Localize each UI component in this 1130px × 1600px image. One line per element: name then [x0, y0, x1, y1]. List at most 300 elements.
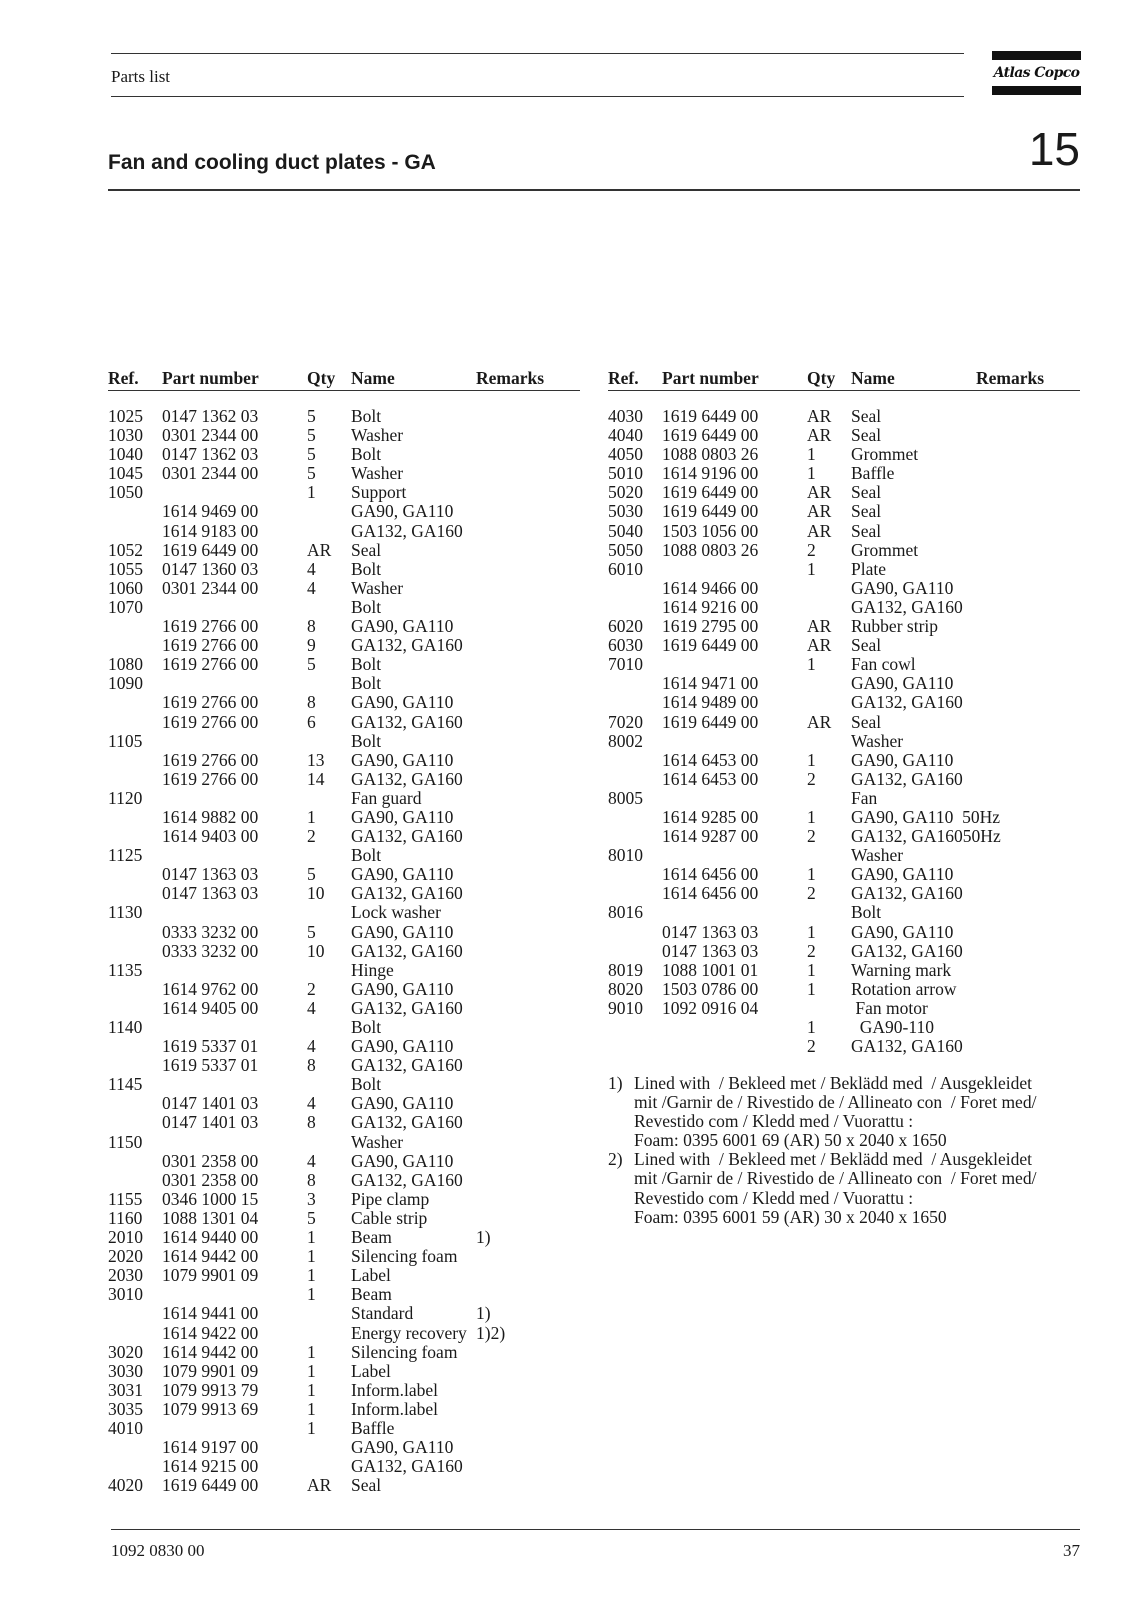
table-row [108, 751, 580, 770]
part-number-cell: 1614 9441 00 [162, 1303, 259, 1324]
name-cell: Fan [851, 787, 878, 808]
name-cell: Bolt [351, 845, 382, 866]
footnote-line: Lined with / Bekleed met / Beklädd med / Ausgekleidet [634, 1149, 1033, 1170]
table-row [608, 751, 1080, 770]
ref-cell: 8020 [608, 978, 643, 999]
col-name-header: Name [351, 368, 395, 388]
name-cell: GA132, GA160 [851, 1036, 963, 1057]
part-number-cell: 0333 3232 00 [162, 921, 259, 942]
table-row [608, 693, 1080, 712]
qty-cell: AR [807, 616, 832, 637]
table-row [108, 1171, 580, 1190]
part-number-cell: 1614 9471 00 [662, 673, 759, 694]
ref-cell: 1105 [108, 730, 143, 751]
footnote-line: Foam: 0395 6001 69 (AR) 50 x 2040 x 1650 [634, 1130, 947, 1151]
name-cell: GA90, GA110 [351, 978, 454, 999]
table-row [108, 1228, 580, 1247]
table-row [608, 464, 1080, 483]
name-cell: Bolt [351, 730, 382, 751]
header-top-rule [111, 53, 964, 54]
qty-cell: 2 [807, 1036, 816, 1057]
name-cell: Washer [351, 425, 404, 446]
part-number-cell: 1619 2766 00 [162, 616, 259, 637]
name-cell: Bolt [351, 444, 382, 465]
name-cell: Bolt [351, 1074, 382, 1095]
name-cell: GA132, GA160 [351, 635, 463, 656]
name-cell: Bolt [851, 902, 882, 923]
qty-cell: 1 [807, 978, 816, 999]
table-row [108, 502, 580, 521]
qty-cell: 1 [307, 1341, 316, 1362]
name-cell: GA90, GA110 [351, 921, 454, 942]
ref-cell: 1125 [108, 845, 143, 866]
ref-cell: 4050 [608, 444, 643, 465]
ref-cell: 6030 [608, 635, 643, 656]
table-row [108, 1075, 580, 1094]
table-row [108, 980, 580, 999]
ref-cell: 1160 [108, 1207, 143, 1228]
table-row [108, 1476, 580, 1495]
ref-cell: 3031 [108, 1379, 143, 1400]
ref-cell: 4010 [108, 1417, 143, 1438]
table-row [108, 865, 580, 884]
part-number-cell: 0147 1362 03 [162, 406, 259, 426]
document-number: 1092 0830 00 [111, 1541, 205, 1560]
footnote [608, 1074, 1084, 1150]
part-number-cell: 1619 6449 00 [662, 425, 759, 446]
ref-cell: 1090 [108, 673, 143, 694]
name-cell: Cable strip [351, 1207, 428, 1228]
qty-cell: 5 [307, 463, 316, 484]
ref-cell: 1130 [108, 902, 143, 923]
qty-cell: 9 [307, 635, 316, 656]
table-row [108, 1056, 580, 1075]
table-row [608, 884, 1080, 903]
name-cell: Fan cowl [851, 654, 916, 675]
name-cell: GA90-110 [851, 1017, 934, 1037]
ref-cell: 3030 [108, 1360, 143, 1381]
col-remarks-header: Remarks [976, 368, 1045, 388]
name-cell: Washer [851, 730, 904, 751]
part-number-cell: 1614 9215 00 [162, 1456, 259, 1477]
name-cell: Seal [851, 406, 882, 426]
part-number-cell: 1079 9913 69 [162, 1398, 259, 1419]
part-number-cell: 1092 0916 04 [662, 997, 759, 1018]
qty-cell: 2 [807, 768, 816, 789]
ref-cell: 4020 [108, 1475, 143, 1496]
part-number-cell: 1619 6449 00 [662, 711, 759, 732]
qty-cell: 8 [307, 692, 316, 713]
qty-cell: 1 [807, 654, 816, 675]
table-row [108, 1037, 580, 1056]
ref-cell: 6010 [608, 558, 643, 579]
name-cell: GA90, GA110 50Hz [851, 806, 1001, 827]
part-number-cell: 1619 6449 00 [162, 539, 259, 560]
ref-cell: 2010 [108, 1227, 143, 1248]
name-cell: Seal [851, 501, 882, 522]
part-number-cell: 1614 9403 00 [162, 826, 259, 847]
name-cell: GA90, GA110 [351, 1036, 454, 1057]
table-row [108, 903, 580, 922]
qty-cell: 1 [307, 1379, 316, 1400]
qty-cell: 1 [807, 864, 816, 885]
name-cell: GA90, GA110 [851, 921, 954, 942]
header-label: Parts list [111, 67, 171, 86]
ref-cell: 8005 [608, 787, 643, 808]
ref-cell: 8016 [608, 902, 643, 923]
table-row [108, 789, 580, 808]
table-row [108, 1362, 580, 1381]
part-number-cell: 1614 9469 00 [162, 501, 259, 522]
ref-cell: 1060 [108, 577, 143, 598]
table-row [608, 598, 1080, 617]
name-cell: GA132, GA160 [351, 1055, 463, 1076]
name-cell: Seal [851, 711, 882, 732]
qty-cell: 13 [307, 749, 325, 770]
ref-cell: 5010 [608, 463, 643, 484]
table-row [108, 808, 580, 827]
part-number-cell: 1503 0786 00 [662, 978, 759, 999]
footnote-line: mit /Garnir de / Rivestido de / Allineato con / Foret med/ [634, 1168, 1037, 1189]
name-cell: GA132, GA160 [351, 1112, 463, 1133]
name-cell: Bolt [351, 673, 382, 694]
qty-cell: 1 [807, 806, 816, 827]
remarks-cell: 1)2) [476, 1322, 506, 1343]
name-cell: Bolt [351, 596, 382, 617]
table-row [108, 579, 580, 598]
ref-cell: 1055 [108, 558, 143, 579]
table-row [608, 674, 1080, 693]
table-row [108, 560, 580, 579]
table-row [608, 865, 1080, 884]
name-cell: Washer [351, 577, 404, 598]
name-cell: Seal [851, 520, 882, 541]
ref-cell: 1050 [108, 482, 143, 503]
part-number-cell: 1614 6453 00 [662, 768, 759, 789]
name-cell: GA90, GA110 [351, 1150, 454, 1171]
table-row [108, 884, 580, 903]
name-cell: GA90, GA110 [351, 806, 454, 827]
qty-cell: 2 [807, 883, 816, 904]
name-cell: Baffle [851, 463, 895, 484]
table-row [608, 445, 1080, 464]
part-number-cell: 1614 6456 00 [662, 864, 759, 885]
part-number-cell: 1614 9285 00 [662, 806, 759, 827]
col-name-header: Name [851, 368, 895, 388]
name-cell: Seal [351, 539, 382, 560]
qty-cell: 1 [307, 1360, 316, 1381]
table-row [108, 1457, 580, 1476]
header-bottom-rule [111, 96, 964, 97]
qty-cell: 8 [307, 1055, 316, 1076]
name-cell: Inform.label [351, 1398, 438, 1419]
qty-cell: 5 [307, 654, 316, 675]
name-cell: Warning mark [851, 959, 952, 980]
name-cell: GA90, GA110 [851, 577, 954, 598]
qty-cell: 3 [307, 1188, 316, 1209]
part-number-cell: 1614 9196 00 [662, 463, 759, 484]
part-number-cell: 0147 1401 03 [162, 1093, 259, 1114]
table-row [608, 522, 1080, 541]
col-part-number-header: Part number [662, 368, 759, 388]
qty-cell: 1 [307, 1398, 316, 1419]
part-number-cell: 1088 1301 04 [162, 1207, 259, 1228]
part-number-cell: 1619 6449 00 [662, 406, 759, 426]
qty-cell: 1 [307, 482, 316, 503]
table-row [108, 961, 580, 980]
name-cell: Lock washer [351, 902, 441, 923]
col-ref-header: Ref. [608, 368, 639, 388]
part-number-cell: 0301 2344 00 [162, 425, 259, 446]
name-cell: Fan motor [851, 997, 928, 1018]
name-cell: GA132, GA160 [851, 768, 963, 789]
name-cell: Beam [351, 1284, 392, 1305]
ref-cell: 4030 [608, 406, 643, 426]
qty-cell: 4 [307, 577, 316, 598]
part-number-cell: 1619 6449 00 [162, 1475, 259, 1496]
section-number: 15 [1028, 123, 1080, 175]
part-number-cell: 0147 1362 03 [162, 444, 259, 465]
ref-cell: 3010 [108, 1284, 143, 1305]
ref-cell: 3035 [108, 1398, 143, 1419]
name-cell: GA132, GA160 [851, 692, 963, 713]
ref-cell: 1145 [108, 1074, 143, 1095]
table-row [108, 483, 580, 502]
part-number-cell: 0301 2358 00 [162, 1169, 259, 1190]
table-row [108, 1381, 580, 1400]
ref-cell: 1140 [108, 1017, 143, 1037]
part-number-cell: 1619 6449 00 [662, 635, 759, 656]
qty-cell: 5 [307, 921, 316, 942]
table-row [108, 999, 580, 1018]
part-number-cell: 1088 0803 26 [662, 539, 759, 560]
ref-cell: 1070 [108, 596, 143, 617]
part-number-cell: 1614 9440 00 [162, 1227, 259, 1248]
part-number-cell: 1619 6449 00 [662, 501, 759, 522]
ref-cell: 1045 [108, 463, 143, 484]
qty-cell: 2 [807, 826, 816, 847]
ref-cell: 3020 [108, 1341, 143, 1362]
table-row [108, 770, 580, 789]
name-cell: Fan guard [351, 787, 422, 808]
part-number-cell: 1619 2766 00 [162, 654, 259, 675]
ref-cell: 1120 [108, 787, 143, 808]
table-row [608, 732, 1080, 751]
name-cell: GA90, GA110 [351, 501, 454, 522]
qty-cell: 2 [307, 978, 316, 999]
name-cell: Silencing foam [351, 1341, 458, 1362]
right-parts-table [608, 407, 1080, 1056]
qty-cell: 1 [807, 463, 816, 484]
part-number-cell: 1619 2766 00 [162, 635, 259, 656]
name-cell: GA132, GA160 [351, 883, 463, 904]
part-number-cell: 0301 2344 00 [162, 577, 259, 598]
part-number-cell: 1614 9442 00 [162, 1246, 259, 1267]
qty-cell: AR [807, 711, 832, 732]
table-row [108, 464, 580, 483]
qty-cell: AR [307, 1475, 332, 1496]
part-number-cell: 0147 1360 03 [162, 558, 259, 579]
name-cell: Grommet [851, 539, 919, 560]
table-row [608, 980, 1080, 999]
qty-cell: 1 [307, 806, 316, 827]
name-cell: Support [351, 482, 407, 503]
table-row [608, 713, 1080, 732]
table-row [108, 522, 580, 541]
part-number-cell: 1079 9913 79 [162, 1379, 259, 1400]
name-cell: GA132, GA160 [851, 883, 963, 904]
table-row [108, 636, 580, 655]
table-row [608, 999, 1080, 1018]
qty-cell: 5 [307, 1207, 316, 1228]
table-row [608, 579, 1080, 598]
name-cell: Seal [851, 635, 882, 656]
ref-cell: 1052 [108, 539, 143, 560]
name-cell: Rubber strip [851, 616, 939, 637]
ref-cell: 1080 [108, 654, 143, 675]
ref-cell: 1155 [108, 1188, 143, 1209]
footer-rule [111, 1529, 1080, 1530]
table-row [108, 1152, 580, 1171]
table-row [108, 598, 580, 617]
ref-cell: 1030 [108, 425, 143, 446]
col-qty-header: Qty [807, 368, 836, 388]
footnote [608, 1150, 1084, 1226]
part-number-cell: 1614 9197 00 [162, 1437, 259, 1458]
table-row [608, 560, 1080, 579]
table-row [108, 1343, 580, 1362]
name-cell: GA90, GA110 [351, 616, 454, 637]
footnote-line: Revestido com / Kledd med / Vuorattu : [634, 1111, 914, 1132]
qty-cell: 4 [307, 1036, 316, 1057]
qty-cell: AR [807, 501, 832, 522]
part-number-cell: 1614 9216 00 [662, 596, 759, 617]
ref-cell: 5030 [608, 501, 643, 522]
name-cell: GA132, GA160 [351, 1169, 463, 1190]
title-rule [108, 189, 1080, 191]
table-row [608, 1037, 1080, 1056]
qty-cell: 1 [307, 1265, 316, 1286]
table-row [108, 426, 580, 445]
footnote-line: Revestido com / Kledd med / Vuorattu : [634, 1187, 914, 1208]
table-row [108, 1304, 580, 1323]
ref-cell: 2020 [108, 1246, 143, 1267]
table-row [108, 693, 580, 712]
part-number-cell: 1614 6456 00 [662, 883, 759, 904]
part-number-cell: 1619 2795 00 [662, 616, 759, 637]
table-row [108, 407, 580, 426]
part-number-cell: 1088 0803 26 [662, 444, 759, 465]
name-cell: Inform.label [351, 1379, 438, 1400]
name-cell: Energy recovery [351, 1322, 467, 1343]
part-number-cell: 0147 1363 03 [662, 921, 759, 942]
ref-cell: 8010 [608, 845, 643, 866]
qty-cell: AR [807, 406, 832, 426]
name-cell: Bolt [351, 406, 382, 426]
name-cell: GA90, GA110 [351, 1437, 454, 1458]
table-row [108, 1285, 580, 1304]
table-row [608, 617, 1080, 636]
ref-cell: 7010 [608, 654, 643, 675]
qty-cell: 6 [307, 711, 316, 732]
name-cell: GA90, GA110 [851, 864, 954, 885]
name-cell: Silencing foam [351, 1246, 458, 1267]
table-row [108, 1400, 580, 1419]
qty-cell: AR [807, 425, 832, 446]
name-cell: GA132, GA160 [351, 520, 463, 541]
name-cell: Rotation arrow [851, 978, 957, 999]
part-number-cell: 1079 9901 09 [162, 1265, 259, 1286]
left-parts-table [108, 407, 580, 1495]
ref-cell: 2030 [108, 1265, 143, 1286]
qty-cell: 14 [307, 768, 325, 789]
table-row [608, 923, 1080, 942]
page-number: 37 [1063, 1541, 1080, 1560]
table-row [608, 961, 1080, 980]
name-cell: Washer [351, 1131, 404, 1152]
table-row [108, 1113, 580, 1132]
remarks-cell: 1) [476, 1303, 491, 1324]
name-cell: GA90, GA110 [351, 692, 454, 713]
ref-cell: 8002 [608, 730, 643, 751]
ref-cell: 5040 [608, 520, 643, 541]
table-row [108, 1018, 580, 1037]
qty-cell: 2 [807, 539, 816, 560]
name-cell: GA90, GA110 [351, 864, 454, 885]
qty-cell: 4 [307, 997, 316, 1018]
qty-cell: AR [807, 482, 832, 503]
table-row [608, 502, 1080, 521]
table-row [108, 674, 580, 693]
table-row [608, 407, 1080, 426]
name-cell: Hinge [351, 959, 394, 980]
qty-cell: 2 [807, 940, 816, 961]
name-cell: Seal [851, 425, 882, 446]
qty-cell: 5 [307, 864, 316, 885]
table-row [608, 770, 1080, 789]
part-number-cell: 1079 9901 09 [162, 1360, 259, 1381]
name-cell: GA132, GA160 [351, 826, 463, 847]
table-row [608, 541, 1080, 560]
table-row [108, 1209, 580, 1228]
name-cell: GA132, GA160 [351, 997, 463, 1018]
qty-cell: 10 [307, 883, 325, 904]
part-number-cell: 0147 1401 03 [162, 1112, 259, 1133]
name-cell: Label [351, 1265, 391, 1286]
table-row [608, 903, 1080, 922]
table-row [608, 483, 1080, 502]
part-number-cell: 1088 1001 01 [662, 959, 759, 980]
part-number-cell: 0301 2358 00 [162, 1150, 259, 1171]
name-cell: Pipe clamp [351, 1188, 430, 1209]
qty-cell: 5 [307, 444, 316, 465]
qty-cell: AR [807, 520, 832, 541]
name-cell: Grommet [851, 444, 919, 465]
table-row [108, 655, 580, 674]
name-cell: Washer [851, 845, 904, 866]
table-row [608, 808, 1080, 827]
ref-cell: 4040 [608, 425, 643, 446]
part-number-cell: 1614 9183 00 [162, 520, 259, 541]
table-row [608, 636, 1080, 655]
name-cell: GA132, GA160 [351, 1456, 463, 1477]
ref-cell: 5020 [608, 482, 643, 503]
name-cell: GA90, GA110 [851, 749, 954, 770]
part-number-cell: 0333 3232 00 [162, 940, 259, 961]
table-row [108, 541, 580, 560]
name-cell: Bolt [351, 654, 382, 675]
qty-cell: 1 [807, 749, 816, 770]
